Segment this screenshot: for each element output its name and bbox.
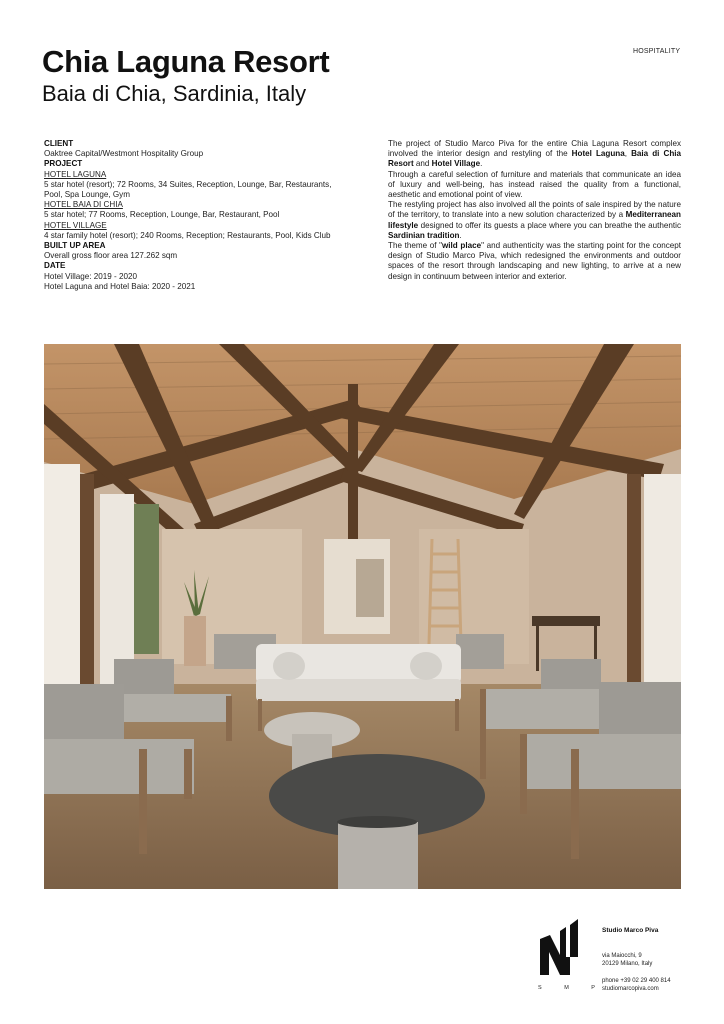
text-run: " and authenticity was the starting point for the concept design of Studio Marco Piva, which redesigned the environments and outdoor spaces of the resort through landscaping and new lighting, to arrive at a new design in continuum between interior and exterior. [388,241,682,281]
hotel-name: HOTEL LAGUNA [44,169,107,179]
bold-text: wild place [442,241,482,251]
date-line: Hotel Laguna and Hotel Baia: 2020 - 2021 [44,281,196,291]
address-line: 20129 Milano, Italy [602,960,653,967]
console-table [532,616,600,626]
client-value: Oaktree Capital/Westmont Hospitality Group [44,149,204,159]
back-armchair [456,634,504,669]
lounge-photo [44,344,681,889]
curtain [644,474,681,699]
studio-address [602,953,652,968]
text-run: , [624,149,632,159]
text-run: and [413,159,432,169]
studio-name: Studio Marco Piva [602,927,659,934]
plant-pot [184,616,206,666]
text-run: . [459,230,462,240]
smp-logo-icon [536,917,580,977]
date-label: DATE [44,261,66,271]
text-run: The restyling project has also involved all the points of sale inspired by the nature of the territory, to translate into a new solution characterized by a [388,200,681,220]
address-line: via Maiocchi, 9 [602,953,642,959]
project-description [388,139,681,282]
mirror [356,559,384,617]
garden [134,504,159,654]
hotel-name: HOTEL BAIA DI CHIA [44,200,123,210]
text-run: The theme of " [388,241,443,251]
description-paragraph [388,241,681,282]
hotel-details: 4 star family hotel (resort); 240 Rooms, Reception; Restaurants, Pool, Kids Club [44,230,331,240]
bold-text: Hotel Laguna [571,149,625,159]
post [627,474,641,689]
bold-text: Mediterranean lifestyle [388,210,681,230]
phone: phone +39 02 29 400 814 [602,978,671,984]
studio-contact [602,978,671,993]
bold-text: Sardinian tradition [388,230,460,240]
curtain [100,494,134,684]
text-run: designed to offer its guests a place where you can breathe the authentic [418,220,681,230]
location-subtitle: Baia di Chia, Sardinia, Italy [42,81,307,106]
website-link[interactable]: studiomarcopiva.com [602,985,659,992]
bold-text: Baia di Chia Resort [388,149,682,169]
table-base [338,822,418,889]
project-label: PROJECT [44,159,83,169]
description-paragraph: Through a careful selection of furniture and materials that communicate an idea of luxury and well-being, has instead raised the quality from a functional, aesthetic and emotional point of view. [388,169,681,200]
bold-text: Hotel Village [431,159,481,169]
area-label: BUILT UP AREA [44,241,106,251]
cushion [273,652,305,680]
cushion [410,652,442,680]
curtain [44,464,80,694]
date-line: Hotel Village: 2019 - 2020 [44,271,137,281]
hotel-details: 5 star hotel (resort); 72 Rooms, 34 Suites, Reception, Lounge, Bar, Restaurants, Pool, Spa Lounge, Gym [44,179,332,200]
hotel-name: HOTEL VILLAGE [44,220,107,230]
description-paragraph [388,139,681,170]
hotel-details: 5 star hotel; 77 Rooms, Reception, Lounge, Bar, Restaurant, Pool [44,210,280,220]
area-value: Overall gross floor area 127.262 sqm [44,251,178,261]
page-title: Chia Laguna Resort [42,44,330,79]
text-run: . [480,159,483,169]
text-run: The project of Studio Marco Piva for the entire Chia Laguna Resort complex involved the interior design and restyling of the [388,139,681,159]
post [80,474,94,684]
lounge-illustration [44,344,681,889]
category-label: HOSPITALITY [633,48,681,55]
client-label: CLIENT [44,139,74,148]
project-info-column [44,139,344,292]
logo-letters: S M P [538,985,606,991]
description-paragraph [388,200,681,241]
